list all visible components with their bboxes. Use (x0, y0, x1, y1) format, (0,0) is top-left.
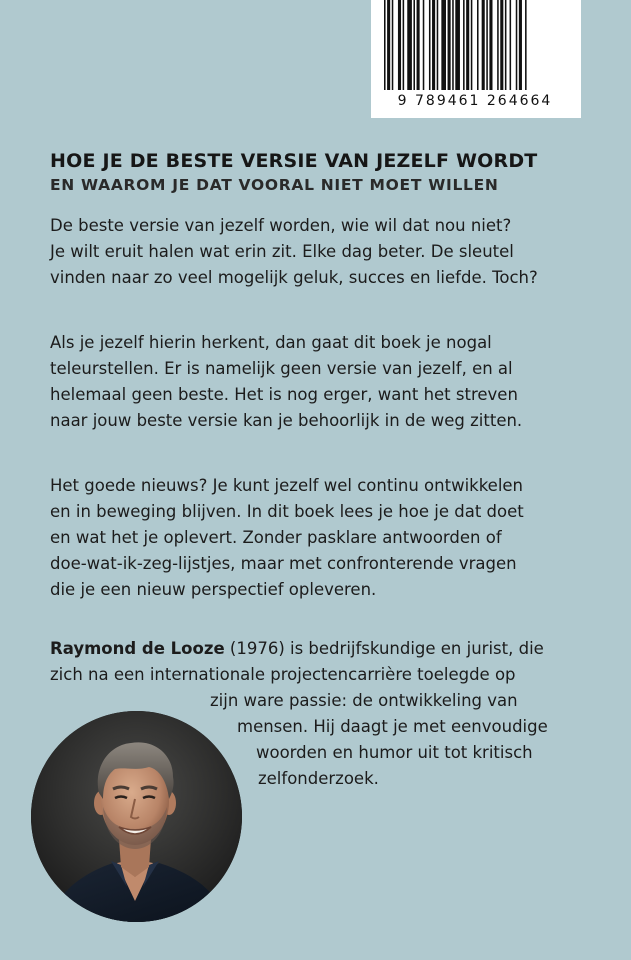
blurb-line: helemaal geen beste. Het is nog erger, want het streven (50, 385, 518, 404)
blurb-line: Als je jezelf hierin herkent, dan gaat dit boek je nogal (50, 333, 492, 352)
barcode-bar (471, 0, 473, 90)
blurb-paragraph-1 (50, 213, 610, 291)
barcode-bar (525, 0, 527, 90)
barcode-bar (384, 0, 386, 90)
bio-line: mensen. Hij daagt je met eenvoudige (237, 717, 548, 736)
barcode-bar (477, 0, 479, 90)
barcode-bar (423, 0, 425, 90)
barcode-bars (384, 0, 568, 92)
barcode-bar (516, 0, 518, 90)
author-portrait (31, 711, 242, 922)
blurb-line: De beste versie van jezelf worden, wie wil dat nou niet? (50, 216, 512, 235)
barcode-bar (392, 0, 394, 90)
barcode-bar (519, 0, 522, 90)
portrait-illustration (31, 711, 242, 922)
blurb-paragraph-2 (50, 330, 610, 434)
barcode-bar (403, 0, 405, 90)
barcode-bar (407, 0, 412, 90)
bio-line: woorden en humor uit tot kritisch (256, 743, 533, 762)
blurb-paragraph-3 (50, 473, 610, 603)
barcode-bar (482, 0, 485, 90)
barcode-bar (448, 0, 451, 90)
barcode-bar (486, 0, 488, 90)
barcode-bar (489, 0, 492, 90)
bio-line-1 (50, 636, 544, 662)
barcode-bar (497, 0, 499, 90)
blurb-line: en wat het je oplevert. Zonder pasklare antwoorden of (50, 528, 502, 547)
barcode-bar (398, 0, 401, 90)
barcode-bar (452, 0, 454, 90)
barcode-bar (387, 0, 390, 90)
blurb-line: naar jouw beste versie kan je behoorlijk in de weg zitten. (50, 411, 523, 430)
barcode-bar (455, 0, 460, 90)
barcode-bar (510, 0, 512, 90)
barcode-bar (466, 0, 469, 90)
isbn-number: 9 789461 264664 (397, 93, 553, 109)
barcode-bar (432, 0, 435, 90)
blurb-line: Je wilt eruit halen wat erin zit. Elke dag beter. De sleutel (50, 242, 514, 261)
book-subtitle: EN WAAROM JE DAT VOORAL NIET MOET WILLEN (50, 176, 499, 194)
barcode-bar (429, 0, 431, 90)
barcode-bar (500, 0, 503, 90)
blurb-line: en in beweging blijven. In dit boek lees je hoe je dat doet (50, 502, 524, 521)
bio-line: zelfonderzoek. (258, 769, 379, 788)
barcode-bar (413, 0, 415, 90)
blurb-line: teleurstellen. Er is namelijk geen versie van jezelf, en al (50, 359, 513, 378)
barcode-bar (505, 0, 507, 90)
barcode-bar (417, 0, 420, 90)
blurb-line: Het goede nieuws? Je kunt jezelf wel continu ontwikkelen (50, 476, 524, 495)
barcode-bar (441, 0, 446, 90)
bio-line: zich na een internationale projectencarrière toelegde op (50, 665, 516, 684)
bio-line-1-rest: (1976) is bedrijfskundige en jurist, die (224, 639, 544, 658)
barcode-bar (463, 0, 465, 90)
blurb-line: vinden naar zo veel mogelijk geluk, succes en liefde. Toch? (50, 268, 538, 287)
barcode-bar (437, 0, 439, 90)
book-title: HOE JE DE BESTE VERSIE VAN JEZELF WORDT (50, 150, 538, 172)
blurb-line: doe-wat-ik-zeg-lijstjes, maar met confronterende vragen (50, 554, 517, 573)
blurb-line: die je een nieuw perspectief opleveren. (50, 580, 377, 599)
author-name: Raymond de Looze (50, 639, 225, 658)
bio-line: zijn ware passie: de ontwikkeling van (210, 691, 518, 710)
barcode (371, 0, 581, 118)
